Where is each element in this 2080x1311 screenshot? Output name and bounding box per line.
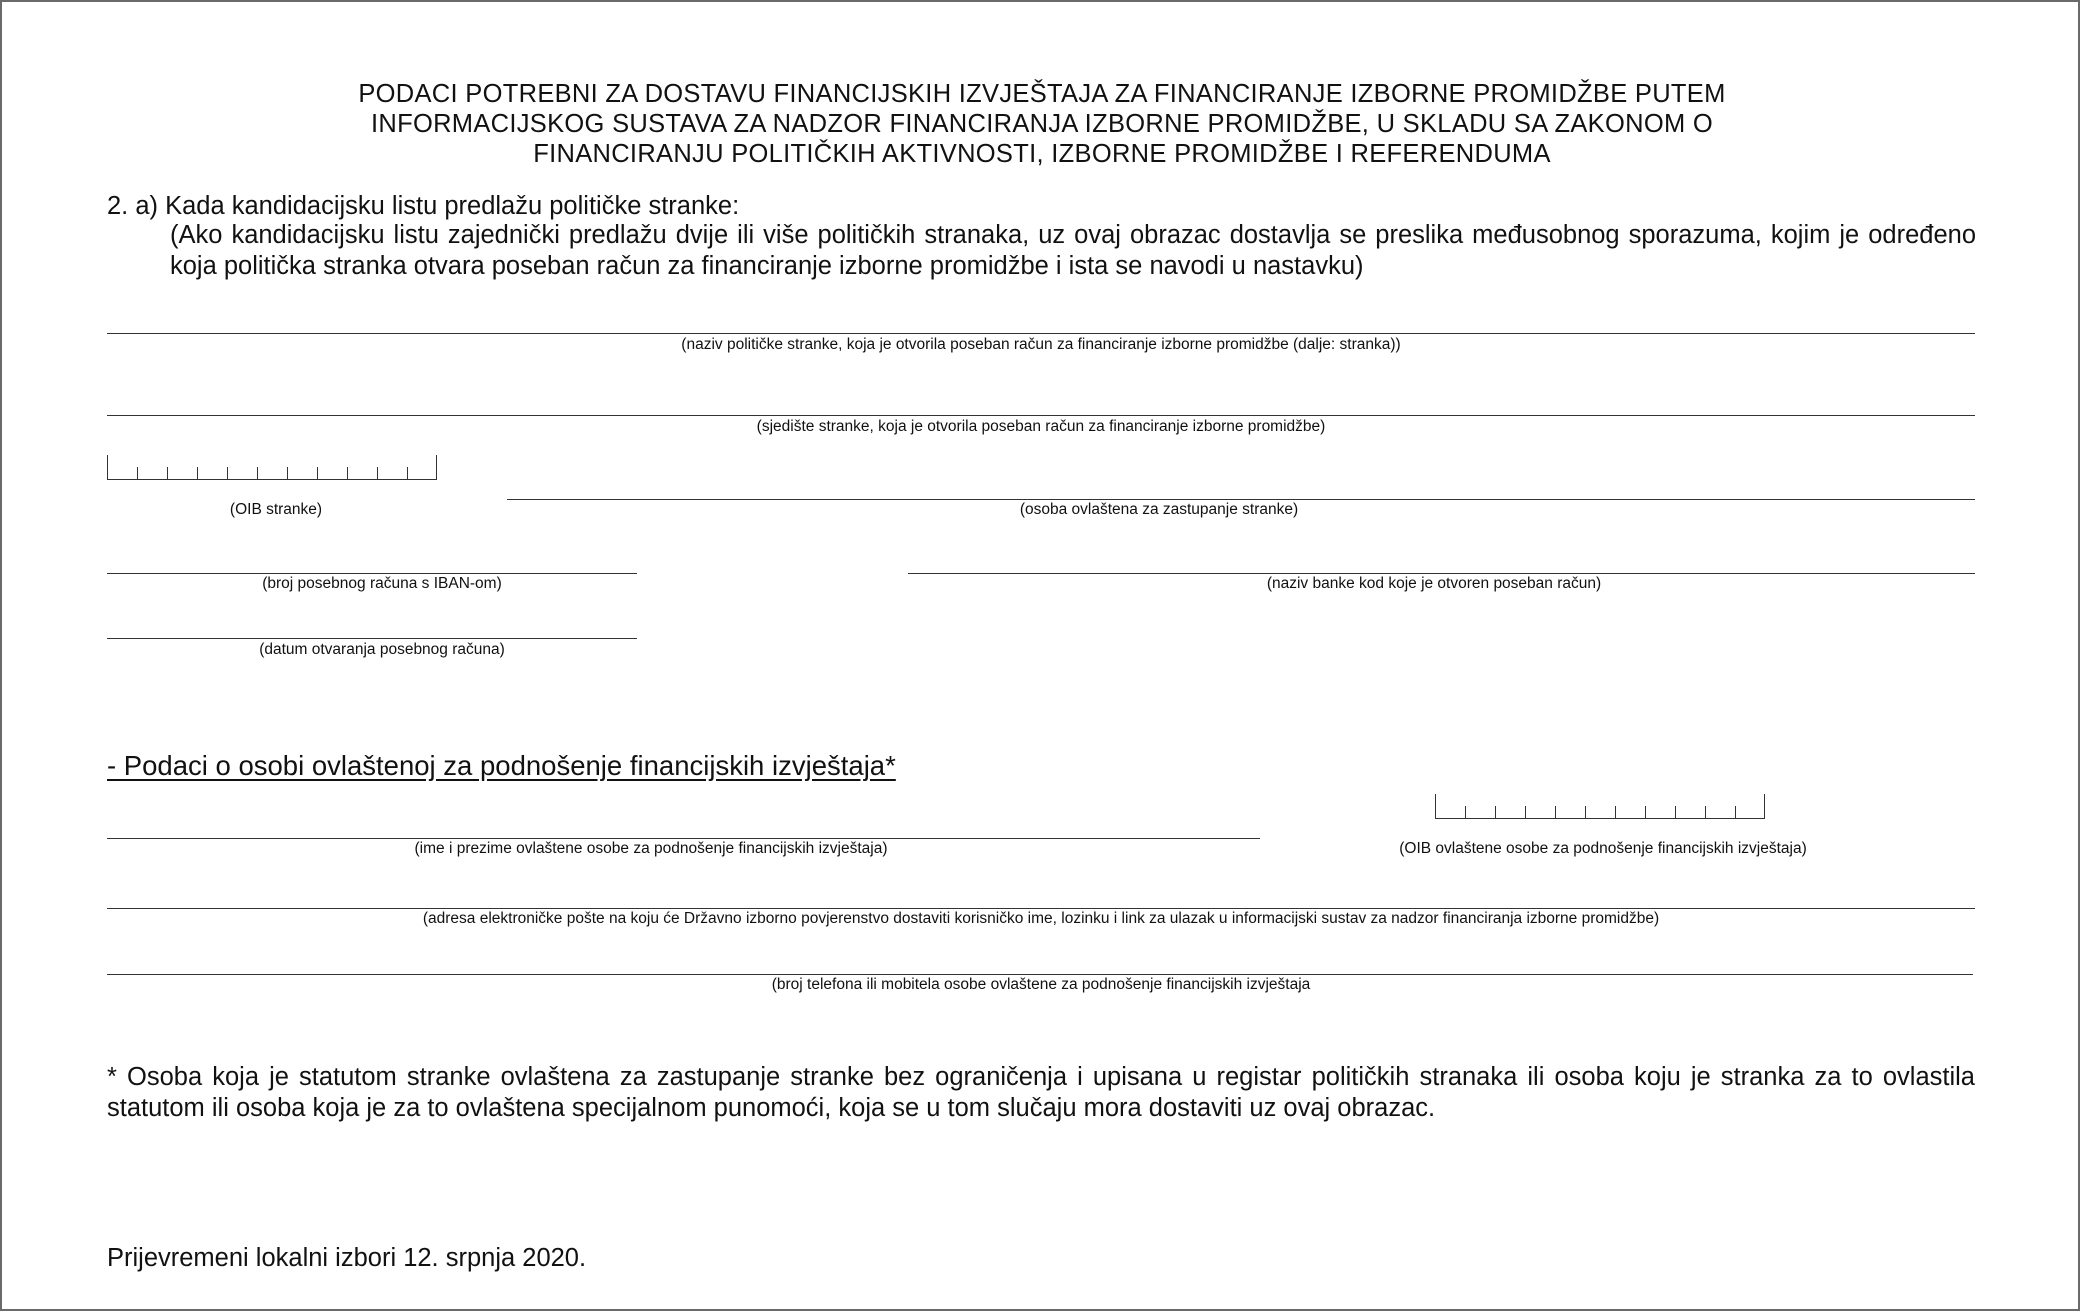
authorized-phone-field[interactable] — [107, 974, 1973, 975]
authorized-email-caption: (adresa elektroničke pošte na koju će Državno izborno povjerenstvo dostaviti korisničko ime, lozinku i link za ulazak u informacijski sustav za nadzor financiranja izborne promidžbe) — [422, 910, 1660, 927]
bank-name-caption: (naziv banke kod koje je otvoren poseban račun) — [1266, 575, 1602, 592]
footer-election-note: Prijevremeni lokalni izbori 12. srpnja 2020. — [107, 1244, 587, 1272]
section-note: (Ako kandidacijsku listu zajednički predlažu dvije ili više političkih stranaka, uz ovaj obrazac dostavlja se preslika međusobnog sporazuma, kojim je određeno koja politička stranka otvara poseban račun za financiranje izborne promidžbe i ista se navodi u nastavku) — [170, 221, 1976, 280]
authorized-oib-field[interactable] — [1435, 794, 1765, 819]
form-title — [152, 79, 1932, 169]
account-iban-caption: (broj posebnog računa s IBAN-om) — [262, 575, 502, 592]
party-seat-field[interactable] — [107, 415, 1975, 416]
account-iban-field[interactable] — [107, 573, 637, 574]
authorized-oib-caption: (OIB ovlaštene osobe za podnošenje financijskih izvještaja) — [1399, 840, 1807, 857]
party-name-caption: (naziv političke stranke, koja je otvorila poseban račun za financiranje izborne promidžbe (dalje: stranka)) — [681, 336, 1401, 353]
title-line-2: INFORMACIJSKOG SUSTAVA ZA NADZOR FINANCIRANJA IZBORNE PROMIDŽBE, U SKLADU SA ZAKONOM O — [370, 110, 1714, 138]
authorized-phone-caption: (broj telefona ili mobitela osobe ovlaštene za podnošenje financijskih izvještaja — [771, 976, 1311, 993]
bank-name-field[interactable] — [908, 573, 1975, 574]
title-line-1: PODACI POTREBNI ZA DOSTAVU FINANCIJSKIH IZVJEŠTAJA ZA FINANCIRANJE IZBORNE PROMIDŽBE PUTEM — [358, 80, 1726, 108]
authorized-email-field[interactable] — [107, 908, 1975, 909]
authorized-name-caption: (ime i prezime ovlaštene osobe za podnošenje financijskih izvještaja) — [414, 840, 888, 857]
party-representative-field[interactable] — [507, 499, 1975, 500]
party-oib-caption: (OIB stranke) — [229, 501, 323, 518]
section-heading: 2. a) Kada kandidacijsku listu predlažu političke stranke: — [107, 192, 740, 220]
footnote: * Osoba koja je statutom stranke ovlaštena za zastupanje stranke bez ograničenja i upisana u registar političkih stranaka ili osoba koju je stranka za to ovlastila statutom ili osoba koja je za to ovlaštena specijalnom punomoći, koja se u tom slučaju mora dostaviti uz ovaj obrazac. — [107, 1063, 1975, 1122]
party-name-field[interactable] — [107, 333, 1975, 334]
authorized-person-heading: - Podaci o osobi ovlaštenoj za podnošenje financijskih izvještaja* — [107, 750, 896, 781]
title-line-3: FINANCIRANJU POLITIČKIH AKTIVNOSTI, IZBORNE PROMIDŽBE I REFERENDUMA — [533, 140, 1551, 168]
party-seat-caption: (sjedište stranke, koja je otvorila poseban račun za financiranje izborne promidžbe) — [756, 418, 1326, 435]
party-representative-caption: (osoba ovlaštena za zastupanje stranke) — [1019, 501, 1299, 518]
authorized-name-field[interactable] — [107, 838, 1260, 839]
party-oib-field[interactable] — [107, 455, 437, 480]
account-open-date-caption: (datum otvaranja posebnog računa) — [259, 641, 505, 658]
account-open-date-field[interactable] — [107, 638, 637, 639]
